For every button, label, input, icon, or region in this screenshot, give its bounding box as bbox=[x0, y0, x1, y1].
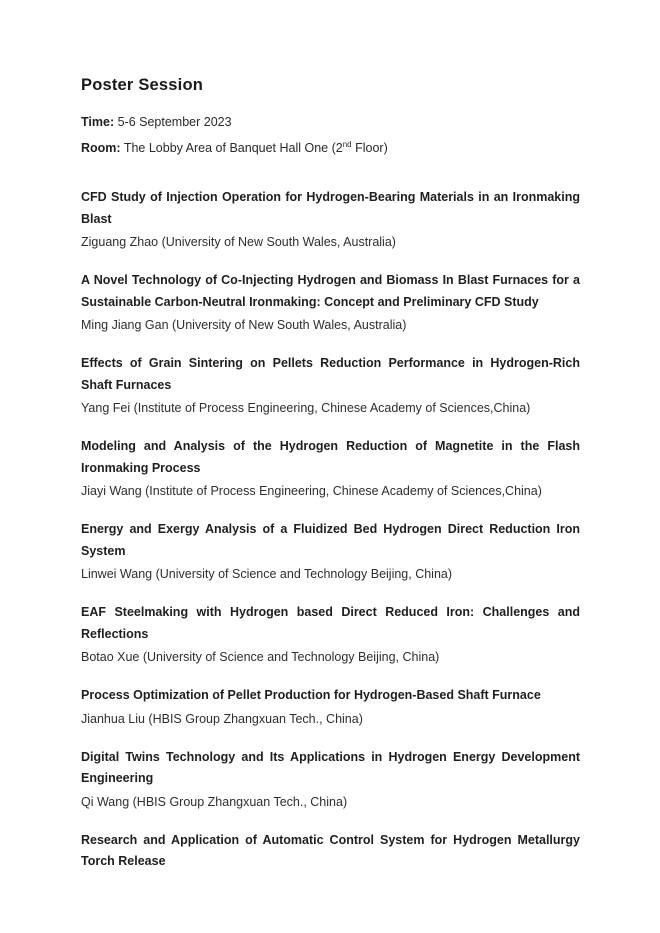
poster-entry-list bbox=[81, 187, 580, 873]
poster-entry bbox=[81, 436, 580, 502]
entry-author: Yang Fei (Institute of Process Engineering, Chinese Academy of Sciences,China) bbox=[81, 401, 531, 415]
room-value-suffix: Floor) bbox=[351, 141, 388, 155]
entry-author: Jianhua Liu (HBIS Group Zhangxuan Tech., China) bbox=[81, 711, 363, 726]
time-line bbox=[81, 111, 580, 133]
room-value-prefix: The Lobby Area of Banquet Hall One (2 bbox=[120, 141, 343, 155]
poster-entry bbox=[81, 602, 580, 668]
entry-title: EAF Steelmaking with Hydrogen based Direct Reduced Iron: Challenges and Reflections bbox=[81, 605, 580, 641]
entry-title: Process Optimization of Pellet Production for Hydrogen-Based Shaft Furnace bbox=[81, 688, 541, 702]
entry-title: Digital Twins Technology and Its Applications in Hydrogen Energy Development Engineering bbox=[81, 749, 580, 785]
room-line bbox=[81, 137, 580, 159]
poster-entry bbox=[81, 187, 580, 253]
entry-title: CFD Study of Injection Operation for Hydrogen-Bearing Materials in an Ironmaking Blast bbox=[81, 190, 580, 226]
entry-author: Qi Wang (HBIS Group Zhangxuan Tech., China) bbox=[81, 794, 348, 809]
poster-entry bbox=[81, 519, 580, 585]
poster-entry bbox=[81, 270, 580, 336]
time-label: Time: bbox=[81, 115, 115, 129]
entry-title: Effects of Grain Sintering on Pellets Reduction Performance in Hydrogen-Rich Shaft Furnaces bbox=[81, 356, 580, 392]
time-value: 5-6 September 2023 bbox=[114, 115, 232, 129]
poster-entry bbox=[81, 830, 580, 873]
page-title: Poster Session bbox=[81, 76, 204, 94]
entry-author: Jiayi Wang (Institute of Process Engineering, Chinese Academy of Sciences,China) bbox=[81, 484, 542, 498]
entry-author: Ziguang Zhao (University of New South Wales, Australia) bbox=[81, 235, 396, 249]
entry-title: A Novel Technology of Co-Injecting Hydrogen and Biomass In Blast Furnaces for a Sustainable Carbon-Neutral Ironmaking: Concept and Preliminary CFD Study bbox=[81, 273, 580, 309]
poster-entry bbox=[81, 353, 580, 419]
room-floor-ordinal: nd bbox=[342, 139, 352, 149]
entry-title: Modeling and Analysis of the Hydrogen Reduction of Magnetite in the Flash Ironmaking Process bbox=[81, 439, 580, 475]
entry-author: Linwei Wang (University of Science and Technology Beijing, China) bbox=[81, 567, 453, 581]
poster-entry bbox=[81, 747, 580, 813]
poster-entry bbox=[81, 685, 580, 730]
entry-title: Energy and Exergy Analysis of a Fluidized Bed Hydrogen Direct Reduction Iron System bbox=[81, 522, 580, 558]
entry-author: Botao Xue (University of Science and Technology Beijing, China) bbox=[81, 650, 440, 664]
room-label: Room: bbox=[81, 141, 121, 155]
entry-author: Ming Jiang Gan (University of New South Wales, Australia) bbox=[81, 318, 407, 332]
entry-title: Research and Application of Automatic Control System for Hydrogen Metallurgy Torch Release bbox=[81, 832, 580, 868]
